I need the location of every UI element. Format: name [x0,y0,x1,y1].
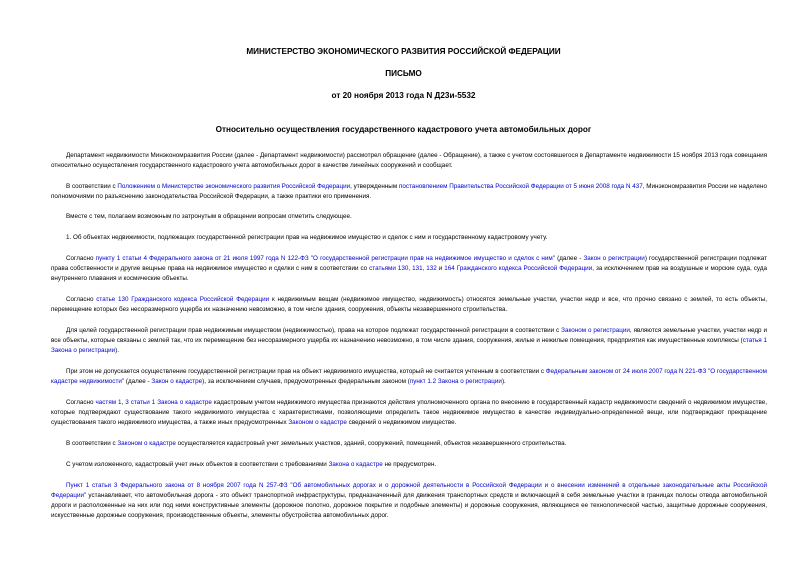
link-registration-law-article-1[interactable]: статья 1 Закона о регистрации [51,337,767,354]
paragraph-12-text: устанавливает, что автомобильная дорога - это объект транспортной инфраструктуры, предназначенный для движения транспортных средств и включающий в себя земельные участки в границах полосы отвода автомобильной дороги и расположенные на них или под ними конструктивные элементы (дорожное полотно, дорожное покрытие и подобные элементы) и дорожные сооружения, являющиеся ее технологической частью, защитные дорожные сооружения, искусственные дорожные сооружения, производственные объекты, элементы обустройства автомобильных дорог. [51,492,767,519]
paragraph-2 [51,182,767,202]
paragraph-8 [51,367,767,387]
paragraph-11-text: С учетом изложенного, кадастровый учет иных объектов в соответствии с требованиями [66,461,329,468]
paragraph-7-text: Для целей государственной регистрации прав недвижимым имуществом (недвижимостью), права на которое подлежат государственной регистрации в соответствии с [66,327,562,334]
paragraph-1: Департамент недвижимости Минэкономразвития России (далее - Департамент недвижимости) рассмотрел обращение (далее - Обращение), а также с учетом состоявшегося в Департаменте недвижимости 15 ноября 2013 года совещания относительно осуществления государственного кадастрового учета автомобильных дорог в качестве линейных сооружений и сообщает. [51,152,767,169]
link-ministry-regulation[interactable]: Положением о Министерстве экономического развития Российской Федерации [117,183,351,190]
paragraph-10-text: осуществляется кадастровый учет земельных участков, зданий, сооружений, помещений, объектов незавершенного строительства. [175,440,567,447]
link-law-257fz[interactable]: Пункт 1 статьи 3 Федерального закона от 8 ноября 2007 года N 257-ФЗ "Об автомобильных дорогах и о дорожной деятельности в Российской Федерации и о внесении изменений в отдельные законодательные акты Российской Федерации" [51,482,767,499]
paragraph-7-text: , являются земельные участки, участки недр и все объекты, которые связаны с землей так, что их перемещение без несоразмерного ущерба их назначению невозможно, в том числе здания, сооружения, жилые и нежилые помещения, предприятия как имущественные комплексы ( [51,327,767,344]
ministry-heading: МИНИСТЕРСТВО ЭКОНОМИЧЕСКОГО РАЗВИТИЯ РОССИЙСКОЙ ФЕДЕРАЦИИ [246,47,561,56]
paragraph-9-text: Согласно [66,399,96,406]
link-registration-law[interactable]: Закон о регистрации [583,255,645,262]
link-cadastre-law[interactable]: Законом о кадастре [117,440,176,447]
paragraph-9-text: кадастровым учетом недвижимого имущества признаются действия уполномоченного органа по внесению в государственный кадастр недвижимости сведений о недвижимом имуществе, которые подтверждают существование такого недвижимого имущества с характеристиками, позволяющими определить такое недвижимое имущество в качестве индивидуально-определенной вещи, или подтверждают прекращение существования такого недвижимого имущества, а также иных предусмотренных [51,399,768,426]
link-cadastre-law[interactable]: Закон о кадастре [151,378,203,385]
paragraph-12 [51,481,767,521]
document-subject: Относительно осуществления государственного кадастрового учета автомобильных дорог [215,125,592,134]
link-civil-code-articles[interactable]: статьями 130, 131, 132 [369,265,437,272]
paragraph-8-text: При этом не допускается осуществление государственной регистрации прав на объект недвижимого имущества, который не считается учтенным в соответствии с [66,368,546,375]
paragraph-10 [51,439,767,449]
paragraph-6 [51,295,767,315]
paragraph-5-text: ) государственной регистрации подлежат права собственности и другие вещные права на недвижимое имущество и сделки с ним в соответствии со [51,255,768,272]
paragraph-6-text: Согласно [66,296,97,303]
paragraph-8-text: ). [501,378,506,385]
link-government-decree[interactable]: постановлением Правительства Российской Федерации от 5 июня 2008 года N 437 [398,183,643,190]
link-civil-code-164[interactable]: 164 Гражданского кодекса Российской Федерации [444,265,593,272]
paragraph-3: Вместе с тем, полагаем возможным по затронутым в обращении вопросам отметить следующее. [66,213,352,220]
paragraph-9-text: сведений о недвижимом имуществе. [346,419,457,426]
paragraph-11 [51,460,767,470]
document-type: ПИСЬМО [385,69,422,78]
paragraph-5 [51,254,767,284]
paragraph-5-text: и [436,265,445,272]
paragraph-2-text: , Минэкономразвития России не наделено полномочиями по разъяснению законодательства Российской Федерации, а также практики его применения. [51,183,767,200]
paragraph-2-text: В соответствии с [66,183,118,190]
link-cadastre-law[interactable]: Законом о кадастре [288,419,347,426]
link-cadastre-law[interactable]: Закона о кадастре [328,461,383,468]
link-law-221fz[interactable]: Федеральным законом от 24 июля 2007 года N 221-ФЗ "О государственном кадастре недвижимости" [51,368,767,385]
paragraph-4: 1. Об объектах недвижимости, подлежащих государственной регистрации прав на недвижимое имущество и сделок с ним и государственному кадастровому учету. [66,234,548,241]
paragraph-6-text: к недвижимым вещам (недвижимое имущество, недвижимость) относятся земельные участки, участки недр и все, что прочно связано с землей, то есть объекты, перемещение которых без несоразмерного ущерба их назначению невозможно, в том числе здания, сооружения, объекты незавершенного строительства. [51,296,768,313]
paragraph-9 [51,398,767,428]
paragraph-11-text: не предусмотрен. [382,461,437,468]
link-law-122fz[interactable]: пункту 1 статьи 4 Федерального закона от 21 июля 1997 года N 122-ФЗ "О государственной регистрации прав на недвижимое имущество и сделок с ним" [95,255,555,262]
link-registration-law-clause-1-2[interactable]: пункт 1.2 Закона о регистрации [409,378,502,385]
paragraph-5-text: (далее - [554,255,584,262]
link-cadastre-law-part-1[interactable]: частям 1 [95,399,122,406]
paragraph-9-text: , [121,399,126,406]
link-cadastre-law-part-3[interactable]: 3 статьи 1 Закона о кадастре [125,399,212,406]
link-civil-code-130[interactable]: статье 130 Гражданского кодекса Российской Федерации [96,296,270,303]
paragraph-8-text: (далее - [124,378,152,385]
paragraph-2-text: , утвержденным [350,183,399,190]
paragraph-7-text: ). [115,347,119,354]
paragraph-5-text: Согласно [66,255,96,262]
paragraph-7 [51,326,767,356]
paragraph-5-text: , за исключением прав на воздушные и морские суда, суда внутреннего плавания и космические объекты. [51,265,767,282]
document-date-number: от 20 ноября 2013 года N Д23и-5532 [331,91,476,100]
paragraph-8-text: ), за исключением случаев, предусмотренных федеральным законом ( [202,378,410,385]
link-registration-law[interactable]: Законом о регистрации [561,327,630,334]
paragraph-10-text: В соответствии с [66,440,118,447]
